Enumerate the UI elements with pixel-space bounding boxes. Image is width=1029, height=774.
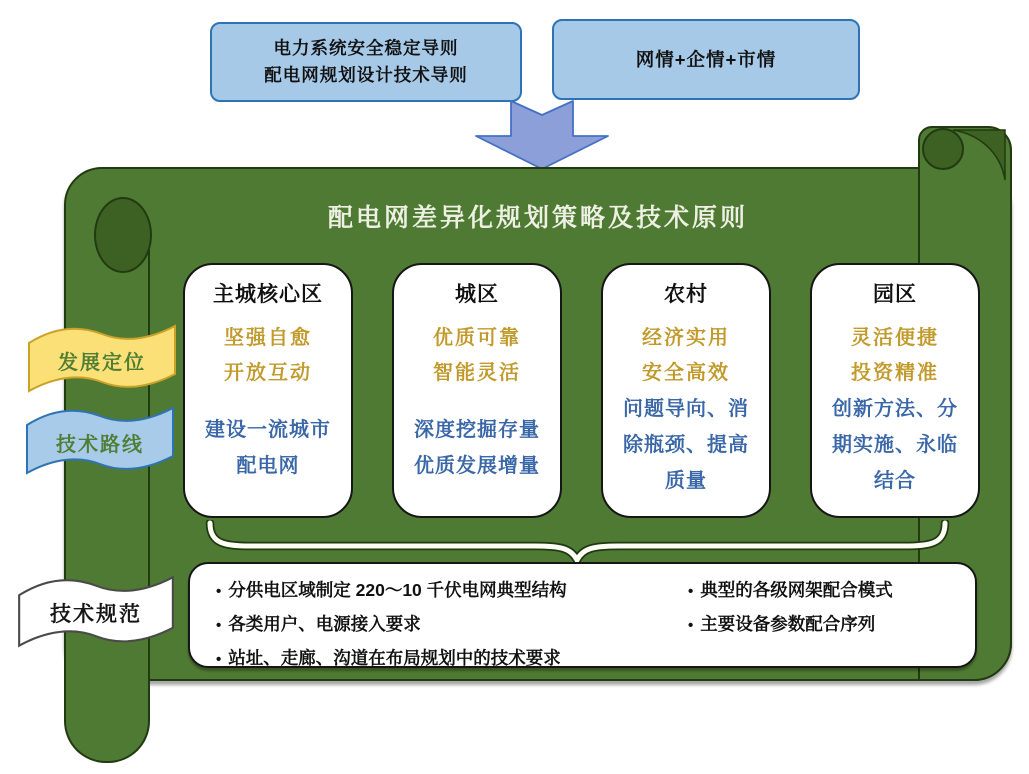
card-route-text: 创新方法、分 期实施、永临 结合 bbox=[832, 398, 958, 492]
ribbon-label: 发展定位 bbox=[58, 351, 146, 374]
card-route-text: 问题导向、消 除瓶颈、提高 质量 bbox=[623, 398, 749, 492]
standards-input-box bbox=[210, 22, 522, 102]
spec-left-column bbox=[190, 564, 684, 666]
spec-item: • 典型的各级网架配合模式 bbox=[688, 580, 893, 600]
bullet-icon: • bbox=[216, 583, 222, 600]
bullet-icon: • bbox=[216, 651, 222, 668]
bullet-icon: • bbox=[688, 583, 694, 600]
card-positioning-text: 坚强自愈 开放互动 bbox=[224, 327, 312, 384]
spec-item: • 各类用户、电源接入要求 bbox=[216, 614, 421, 634]
card-header: 主城核心区 bbox=[213, 283, 323, 306]
spec-item: • 分供电区域制定 220～10 千伏电网典型结构 bbox=[216, 580, 567, 600]
technical-spec-box bbox=[188, 562, 977, 668]
standards-line-1: 电力系统安全稳定导则 bbox=[273, 38, 459, 58]
card-header: 农村 bbox=[664, 283, 708, 306]
card-route-text: 深度挖掘存量 优质发展增量 bbox=[414, 419, 540, 477]
curly-brace-icon bbox=[205, 520, 950, 562]
situation-input-box bbox=[552, 19, 860, 100]
card-route-text: 建设一流城市 配电网 bbox=[205, 419, 331, 477]
card-core-urban bbox=[183, 263, 353, 518]
card-park bbox=[810, 263, 980, 518]
card-urban bbox=[392, 263, 562, 518]
ribbon-label: 技术规范 bbox=[50, 603, 142, 626]
area-cards-row bbox=[183, 263, 980, 518]
down-arrow-icon bbox=[474, 100, 610, 170]
spec-right-column bbox=[684, 564, 975, 666]
bullet-icon: • bbox=[216, 617, 222, 634]
bullet-icon: • bbox=[688, 617, 694, 634]
spec-item: • 站址、走廊、沟道在布局规划中的技术要求 bbox=[216, 648, 561, 668]
scroll-right-curl-shade-icon bbox=[949, 128, 1008, 184]
card-positioning-text: 优质可靠 智能灵活 bbox=[433, 327, 521, 384]
banner-title: 配电网差异化规划策略及技术原则 bbox=[327, 204, 748, 232]
spec-item: • 主要设备参数配合序列 bbox=[688, 614, 876, 634]
ribbon-technical-route bbox=[24, 402, 176, 480]
scroll-left-tail bbox=[64, 235, 150, 763]
ribbon-development-positioning bbox=[26, 320, 178, 398]
card-header: 园区 bbox=[873, 283, 917, 306]
card-header: 城区 bbox=[455, 283, 499, 306]
card-positioning-text: 灵活便捷 投资精准 bbox=[851, 327, 939, 384]
situation-label: 网情+企情+市情 bbox=[635, 49, 777, 70]
ribbon-label: 技术路线 bbox=[56, 433, 144, 456]
card-rural bbox=[601, 263, 771, 518]
standards-line-2: 配电网规划设计技术导则 bbox=[264, 65, 468, 85]
ribbon-technical-spec bbox=[16, 570, 176, 654]
card-positioning-text: 经济实用 安全高效 bbox=[642, 327, 730, 384]
